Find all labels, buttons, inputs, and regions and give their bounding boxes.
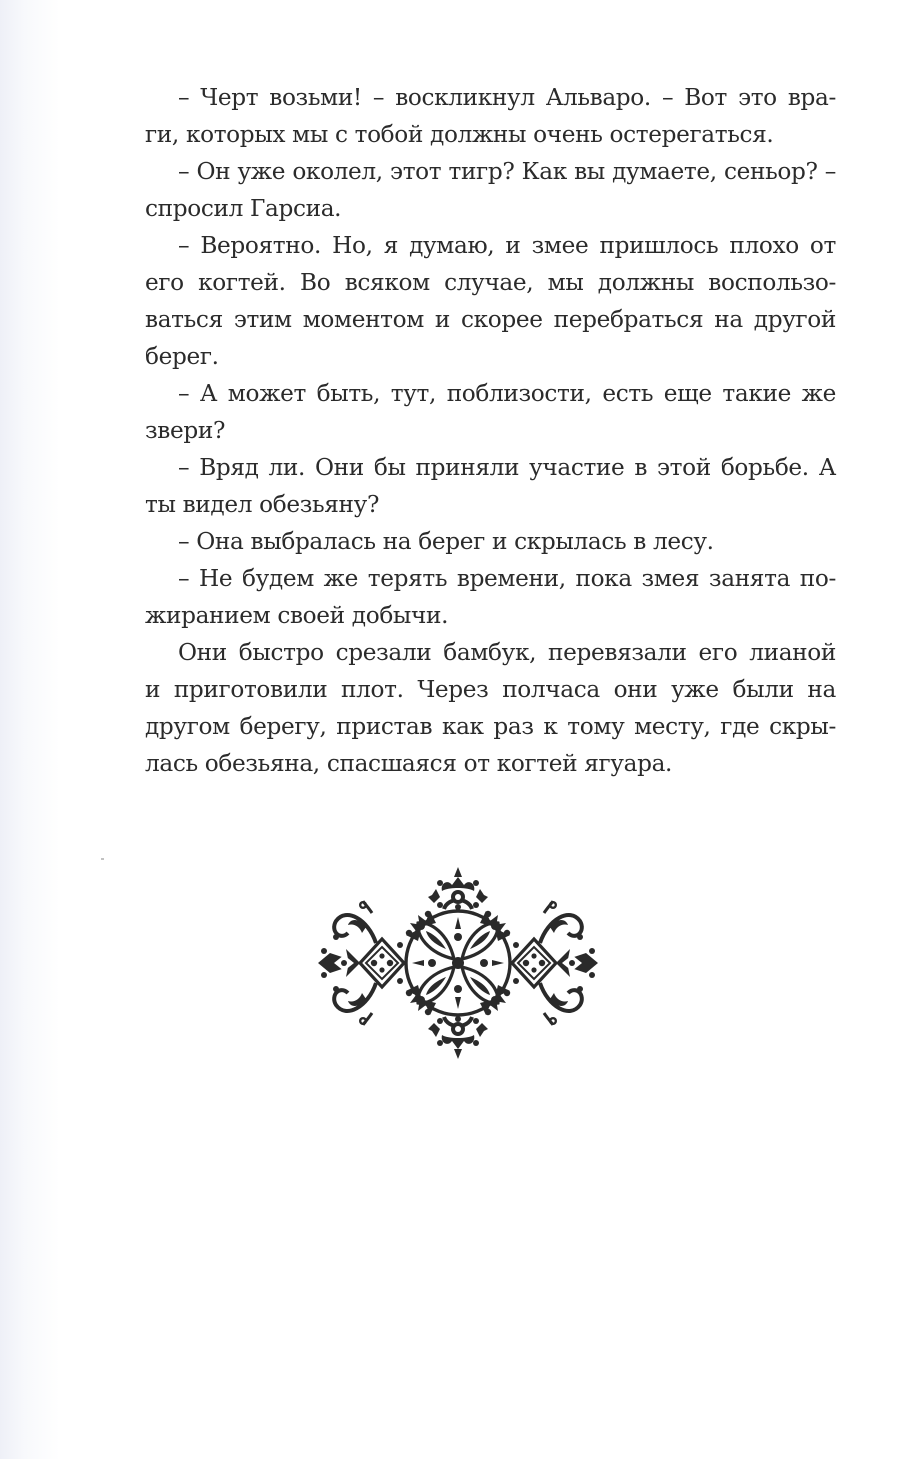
text-line: другом берегу, пристав как раз к тому месту, где скры-	[145, 713, 836, 740]
text-line: – А может быть, тут, поблизости, есть еще такие же	[178, 380, 836, 407]
decorative-arabesque-ornament-icon	[316, 866, 600, 1060]
text-line: ги, которых мы с тобой должны очень остерегаться.	[145, 121, 774, 148]
paragraph-dialogue	[112, 560, 836, 634]
text-line: – Не будем же терять времени, пока змея занята по-	[178, 565, 836, 592]
scan-speck	[101, 858, 104, 860]
text-line: спросил Гарсиа.	[145, 195, 342, 222]
text-line: берег.	[145, 343, 219, 370]
text-line: – Вероятно. Но, я думаю, и змее пришлось плохо от	[178, 232, 836, 259]
paragraph-dialogue	[112, 79, 836, 153]
text-line: – Вряд ли. Они бы приняли участие в этой борьбе. А	[178, 454, 836, 481]
paragraph-dialogue	[112, 153, 836, 227]
paragraph-narration	[112, 634, 836, 782]
text-line: – Он уже околел, этот тигр? Как вы думаете, сеньор? –	[178, 158, 836, 185]
paragraph-dialogue	[112, 523, 836, 560]
text-line: и приготовили плот. Через полчаса они уже были на	[145, 676, 836, 703]
text-line: звери?	[145, 417, 226, 444]
text-line: ваться этим моментом и скорее перебраться на другой	[145, 306, 836, 333]
text-line: – Черт возьми! – воскликнул Альваро. – Вот это вра-	[178, 84, 836, 111]
text-line: лась обезьяна, спасшаяся от когтей ягуара.	[145, 750, 673, 777]
text-line: ты видел обезьяну?	[145, 491, 380, 518]
text-line: – Она выбралась на берег и скрылась в лесу.	[178, 528, 714, 555]
body-text	[112, 79, 836, 782]
paragraph-dialogue	[112, 375, 836, 449]
text-line: Они быстро срезали бамбук, перевязали его лианой	[178, 639, 836, 666]
text-line: его когтей. Во всяком случае, мы должны воспользо-	[145, 269, 836, 296]
paragraph-dialogue	[112, 449, 836, 523]
paragraph-dialogue	[112, 227, 836, 375]
text-line: жиранием своей добычи.	[145, 602, 449, 629]
